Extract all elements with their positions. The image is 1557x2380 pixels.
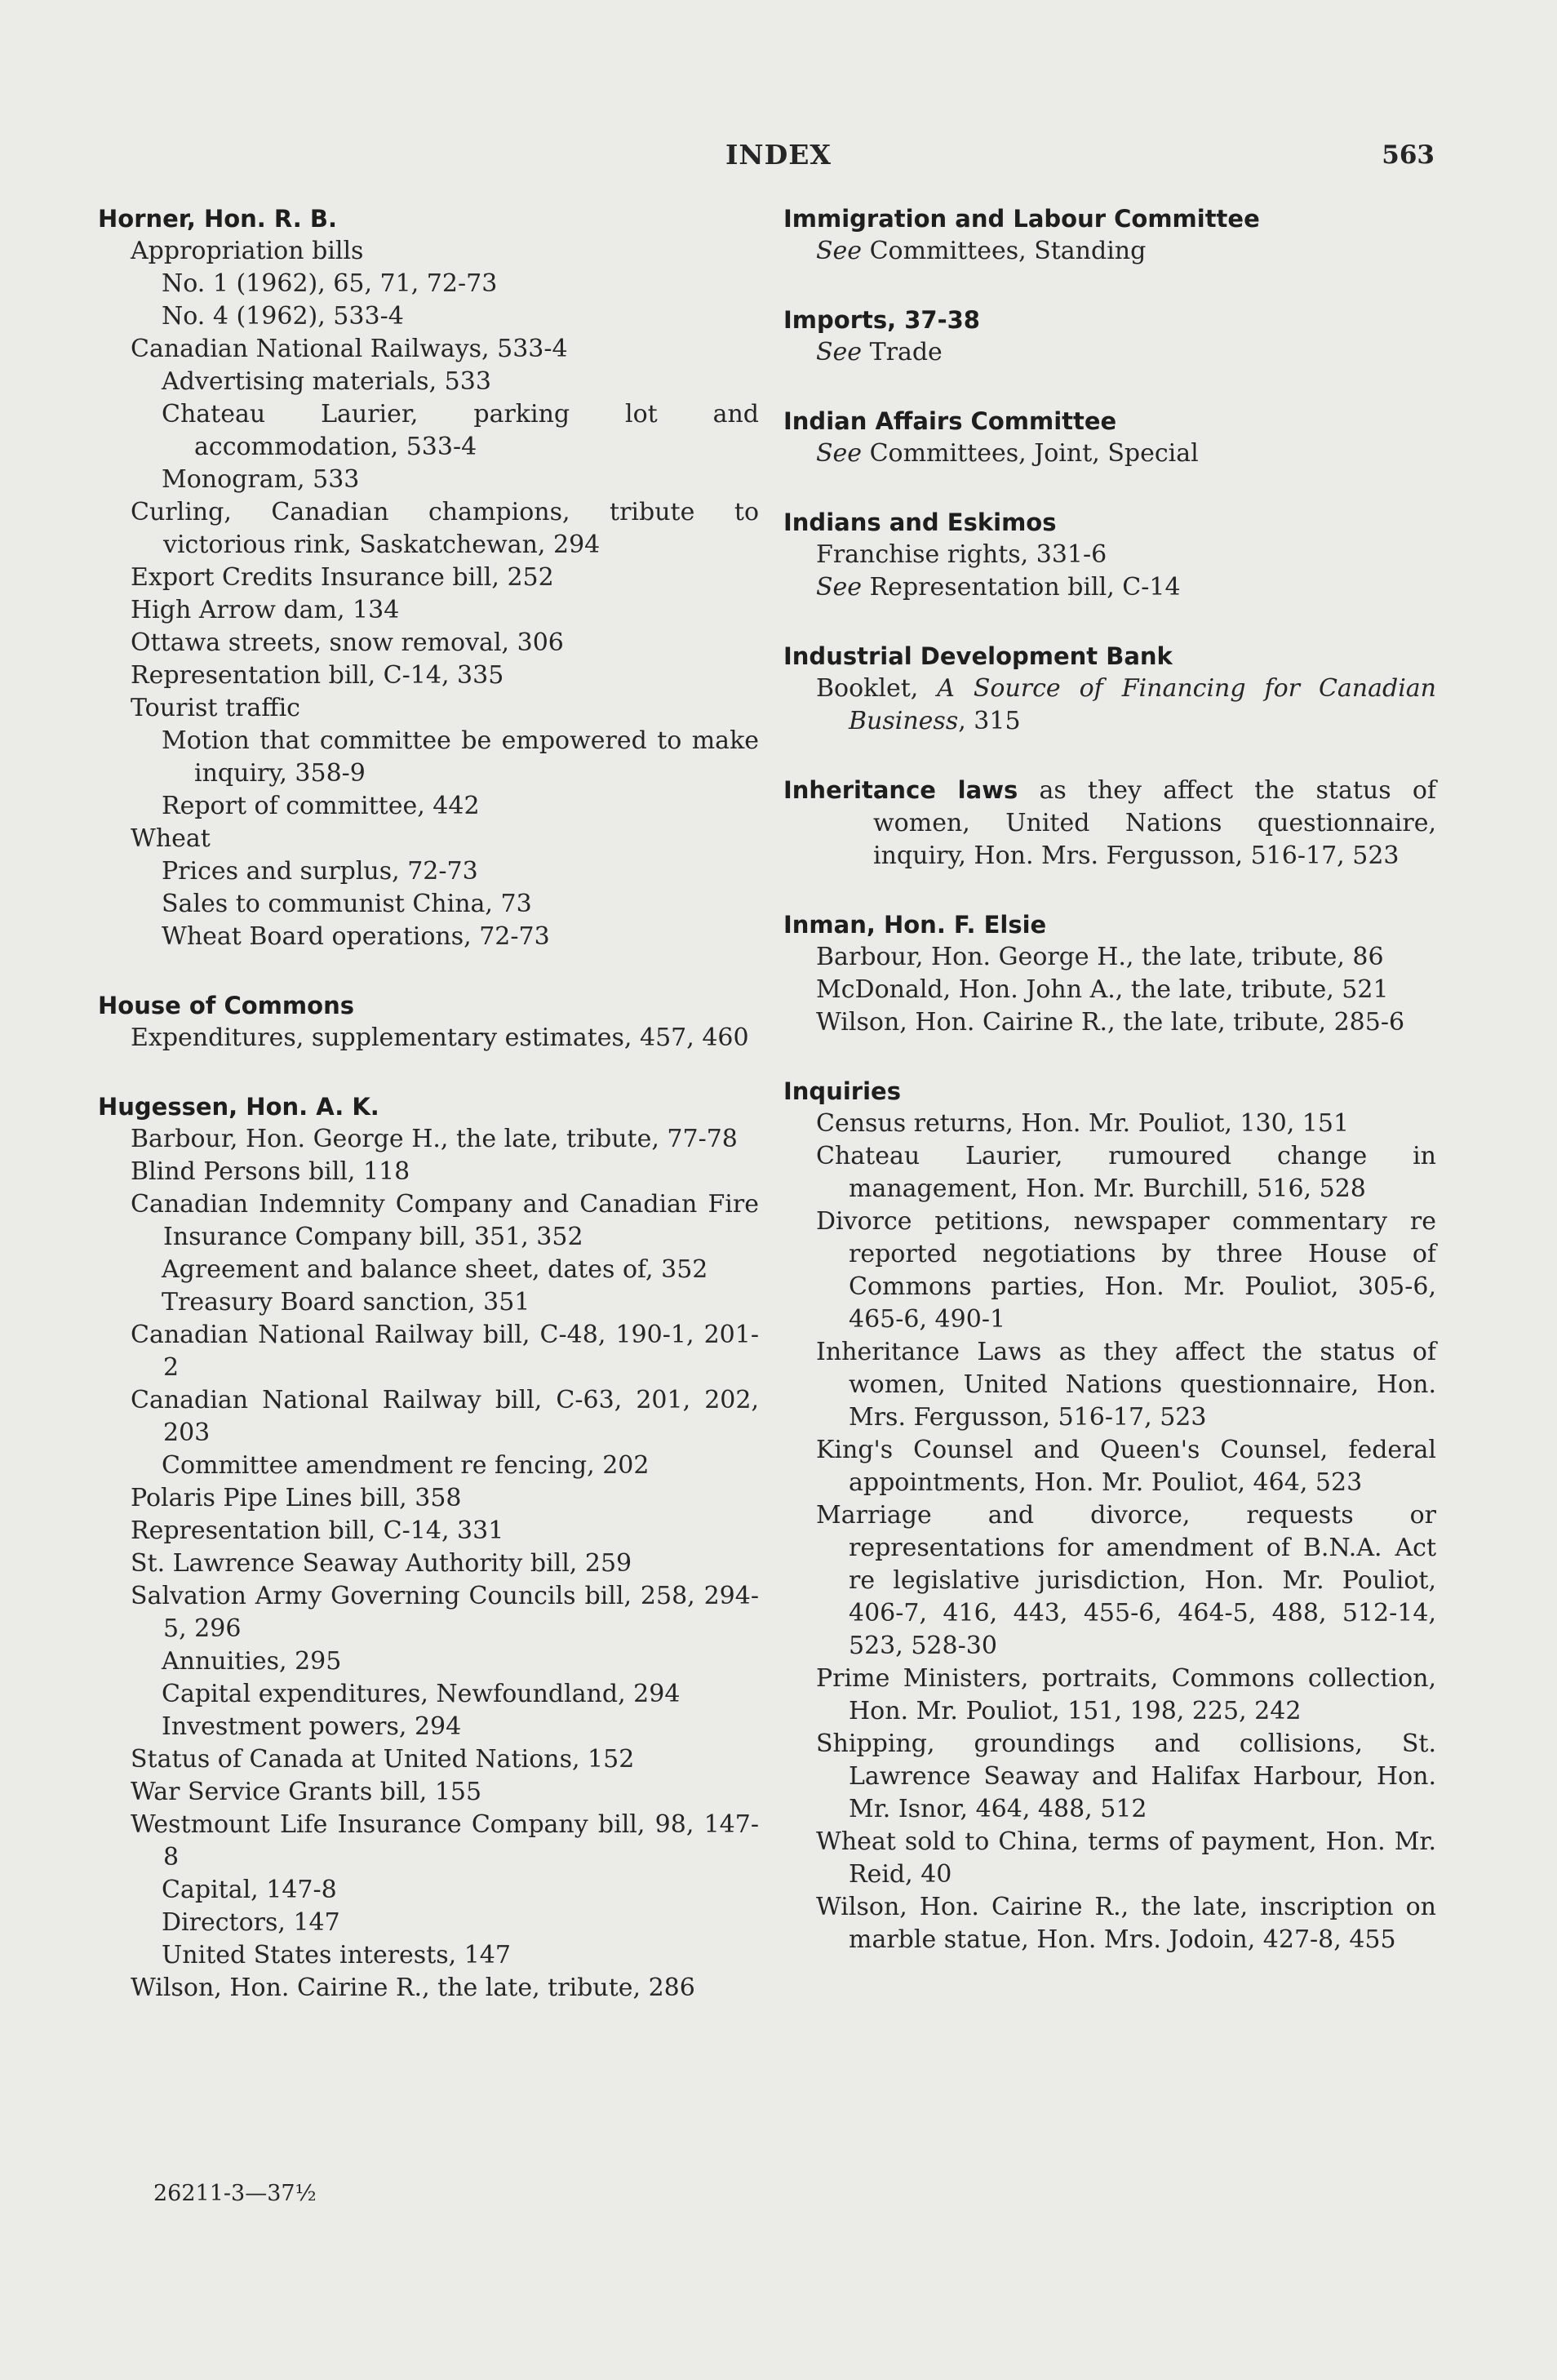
index-block xyxy=(783,908,1436,1039)
index-entry: Wilson, Hon. Cairine R., the late, tribute, 285-6 xyxy=(816,1008,1405,1037)
index-subentry: Sales to communist China, 73 xyxy=(162,890,532,918)
index-entry: Polaris Pipe Lines bill, 358 xyxy=(131,1484,462,1512)
index-heading: House of Commons xyxy=(98,992,354,1019)
index-heading: Industrial Development Bank xyxy=(783,642,1173,670)
index-subentry: Capital expenditures, Newfoundland, 294 xyxy=(162,1680,681,1708)
index-heading: Indian Affairs Committee xyxy=(783,407,1117,435)
index-subentry: Capital, 147-8 xyxy=(162,1876,337,1904)
index-entry: Wilson, Hon. Cairine R., the late, inscription on marble statue, Hon. Mrs. Jodoin, 427-8, 455 xyxy=(816,1893,1436,1954)
index-block xyxy=(783,774,1436,873)
index-entry: Chateau Laurier, rumoured change in management, Hon. Mr. Burchill, 516, 528 xyxy=(816,1142,1436,1203)
index-entry: Barbour, Hon. George H., the late, tribute, 77-78 xyxy=(131,1125,738,1153)
index-entry: King's Counsel and Queen's Counsel, federal appointments, Hon. Mr. Pouliot, 464, 523 xyxy=(816,1436,1436,1497)
index-subentry: Treasury Board sanction, 351 xyxy=(162,1288,530,1317)
index-entry: St. Lawrence Seaway Authority bill, 259 xyxy=(131,1549,632,1578)
index-block xyxy=(98,989,759,1055)
index-subentry: Annuities, 295 xyxy=(162,1647,342,1676)
index-entry: Canadian Indemnity Company and Canadian Fire Insurance Company bill, 351, 352 xyxy=(131,1190,759,1251)
index-entry: Franchise rights, 331-6 xyxy=(816,540,1107,569)
index-heading: Inheritance laws xyxy=(783,776,1018,804)
index-heading: Horner, Hon. R. B. xyxy=(98,205,338,233)
index-entry: Canadian National Railways, 533-4 xyxy=(131,335,568,363)
index-entry: Canadian National Railway bill, C-48, 190-1, 201-2 xyxy=(131,1321,759,1382)
index-subentry: United States interests, 147 xyxy=(162,1941,511,1969)
index-subentry: Directors, 147 xyxy=(162,1908,340,1937)
index-block xyxy=(98,202,759,953)
index-entry: Divorce petitions, newspaper commentary re reported negotiations by three House of Commons parties, Hon. Mr. Pouliot, 305-6, 465-6, 490-1 xyxy=(816,1207,1436,1334)
index-heading: Immigration and Labour Committee xyxy=(783,205,1260,233)
index-subentry: Chateau Laurier, parking lot and accommodation, 533-4 xyxy=(162,400,759,461)
index-entry: Representation bill, C-14, 331 xyxy=(131,1516,504,1545)
index-subentry: Committee amendment re fencing, 202 xyxy=(162,1451,650,1480)
index-entry: Ottawa streets, snow removal, 306 xyxy=(131,628,564,657)
index-heading-text: as they affect the status of women, United Nations questionnaire, inquiry, Hon. Mrs. Fergusson, 516-17, 523 xyxy=(873,776,1436,870)
index-entry: Wheat sold to China, terms of payment, Hon. Mr. Reid, 40 xyxy=(816,1827,1436,1889)
index-heading: Inman, Hon. F. Elsie xyxy=(783,911,1047,939)
index-block xyxy=(783,1075,1436,1956)
index-entry: Booklet, A Source of Financing for Canadian Business, 315 xyxy=(816,674,1437,735)
index-entry: Blind Persons bill, 118 xyxy=(131,1157,410,1186)
index-entry: Expenditures, supplementary estimates, 457, 460 xyxy=(131,1023,749,1052)
page-title: INDEX xyxy=(725,139,832,171)
index-entry: See Committees, Joint, Special xyxy=(816,439,1199,468)
index-entry: Census returns, Hon. Mr. Pouliot, 130, 151 xyxy=(816,1109,1350,1138)
index-block xyxy=(783,405,1436,470)
index-entry: Prime Ministers, portraits, Commons collection, Hon. Mr. Pouliot, 151, 198, 225, 242 xyxy=(816,1664,1436,1725)
index-subentry: Investment powers, 294 xyxy=(162,1712,462,1741)
index-entry: Salvation Army Governing Councils bill, 258, 294-5, 296 xyxy=(131,1582,759,1643)
printer-code: 26211-3—37½ xyxy=(153,2181,317,2206)
index-entry: See Committees, Standing xyxy=(816,237,1147,265)
index-subentry: Agreement and balance sheet, dates of, 352 xyxy=(162,1255,708,1284)
index-entry: See Representation bill, C-14 xyxy=(816,573,1181,602)
index-block xyxy=(783,640,1436,738)
index-entry: Canadian National Railway bill, C-63, 201, 202, 203 xyxy=(131,1386,759,1447)
index-entry: Representation bill, C-14, 335 xyxy=(131,661,504,690)
index-entry: Appropriation bills xyxy=(131,237,364,265)
index-entry: Marriage and divorce, requests or representations for amendment of B.N.A. Act re legislative jurisdiction, Hon. Mr. Pouliot, 406-7, 416, 443, 455-6, 464-5, 488, 512-14, 523, 528-30 xyxy=(816,1501,1436,1660)
index-entry: Shipping, groundings and collisions, St. Lawrence Seaway and Halifax Harbour, Hon. Mr. Isnor, 464, 488, 512 xyxy=(816,1729,1436,1823)
index-entry: Barbour, Hon. George H., the late, tribute, 86 xyxy=(816,943,1384,971)
index-entry: War Service Grants bill, 155 xyxy=(131,1778,482,1806)
left-column xyxy=(98,202,759,2040)
index-subentry: Advertising materials, 533 xyxy=(162,367,491,396)
index-subentry: No. 1 (1962), 65, 71, 72-73 xyxy=(162,269,498,298)
index-subentry: Wheat Board operations, 72-73 xyxy=(162,922,550,951)
index-heading: Indians and Eskimos xyxy=(783,508,1057,536)
index-entry: Tourist traffic xyxy=(131,694,300,722)
index-heading: Imports, 37-38 xyxy=(783,306,980,334)
index-entry: Inheritance Laws as they affect the status of women, United Nations questionnaire, Hon. Mrs. Fergusson, 516-17, 523 xyxy=(816,1338,1436,1432)
index-entry: Westmount Life Insurance Company bill, 98, 147-8 xyxy=(131,1810,759,1872)
index-block xyxy=(783,202,1436,268)
index-entry: Status of Canada at United Nations, 152 xyxy=(131,1745,635,1774)
index-entry: Curling, Canadian champions, tribute to victorious rink, Saskatchewan, 294 xyxy=(131,498,759,559)
index-subentry: No. 4 (1962), 533-4 xyxy=(162,302,404,331)
index-heading: Inquiries xyxy=(783,1077,901,1105)
index-subentry: Monogram, 533 xyxy=(162,465,360,494)
index-entry: Wilson, Hon. Cairine R., the late, tribute, 286 xyxy=(131,1974,695,2002)
index-entry: McDonald, Hon. John A., the late, tribute, 521 xyxy=(816,975,1389,1004)
index-subentry: Motion that committee be empowered to make inquiry, 358-9 xyxy=(162,726,759,788)
index-subentry: Prices and surplus, 72-73 xyxy=(162,857,478,886)
index-block xyxy=(783,506,1436,604)
index-heading: Hugessen, Hon. A. K. xyxy=(98,1093,379,1121)
index-entry: High Arrow dam, 134 xyxy=(131,596,400,624)
index-entry: See Trade xyxy=(816,338,943,366)
right-column xyxy=(783,202,1436,1992)
index-subentry: Report of committee, 442 xyxy=(162,792,480,820)
index-block xyxy=(783,304,1436,369)
index-entry: Wheat xyxy=(131,824,211,853)
index-entry: Export Credits Insurance bill, 252 xyxy=(131,563,554,592)
page-number: 563 xyxy=(1382,140,1435,170)
index-block xyxy=(98,1090,759,2005)
index-heading-with-text xyxy=(783,774,1436,873)
